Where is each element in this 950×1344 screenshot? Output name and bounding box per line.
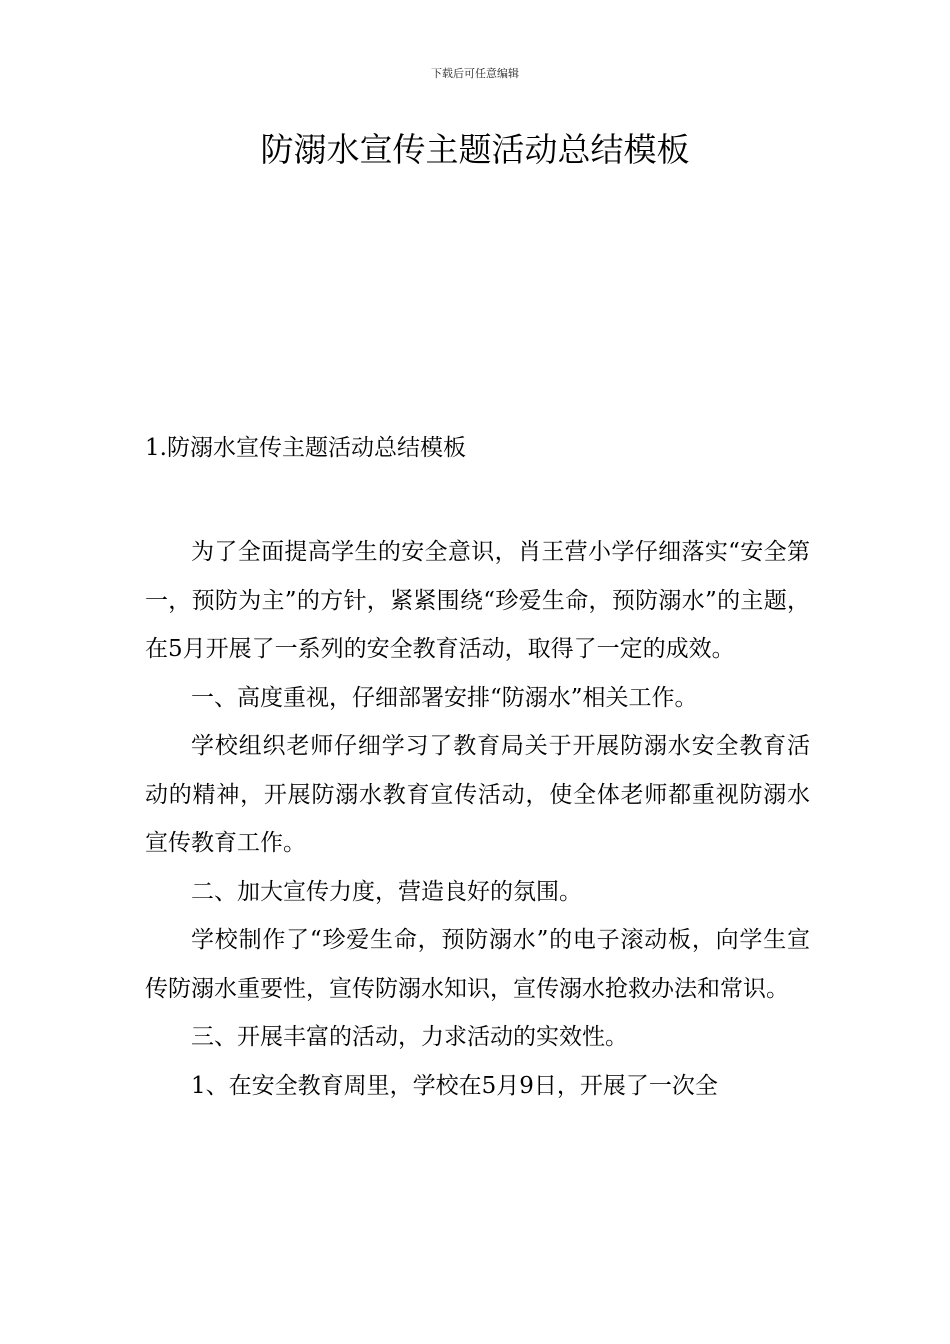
paragraph-publicity: 学校制作了“珍爱生命，预防溺水”的电子滚动板，向学生宣传防溺水重要性，宣传防溺水知识，宣传溺水抢救办法和常识。 <box>145 927 810 1002</box>
paragraph-heading-two: 二、加大宣传力度，营造良好的氛围。 <box>191 878 582 905</box>
header-note: 下载后可任意编辑 <box>431 67 519 80</box>
paragraph-intro: 为了全面提高学生的安全意识，肖王营小学仔细落实“安全第一，预防为主”的方针，紧紧围绕“珍爱生命，预防溺水”的主题，在5月开展了一系列的安全教育活动，取得了一定的成效。 <box>145 539 810 662</box>
paragraph-safety-week: 1、在安全教育周里，学校在5月9日，开展了一次全 <box>191 1072 718 1099</box>
paragraph-heading-three: 三、开展丰富的活动，力求活动的实效性。 <box>191 1024 628 1050</box>
body-text <box>145 528 810 1110</box>
paragraph-teacher-study: 学校组织老师仔细学习了教育局关于开展防溺水安全教育活动的精神，开展防溺水教育宣传活动，使全体老师都重视防溺水宣传教育工作。 <box>145 733 810 856</box>
section-heading: 1.防溺水宣传主题活动总结模板 <box>145 435 466 461</box>
document-title: 防溺水宣传主题活动总结模板 <box>260 130 690 169</box>
paragraph-heading-one: 一、高度重视，仔细部署安排“防溺水”相关工作。 <box>191 684 698 711</box>
